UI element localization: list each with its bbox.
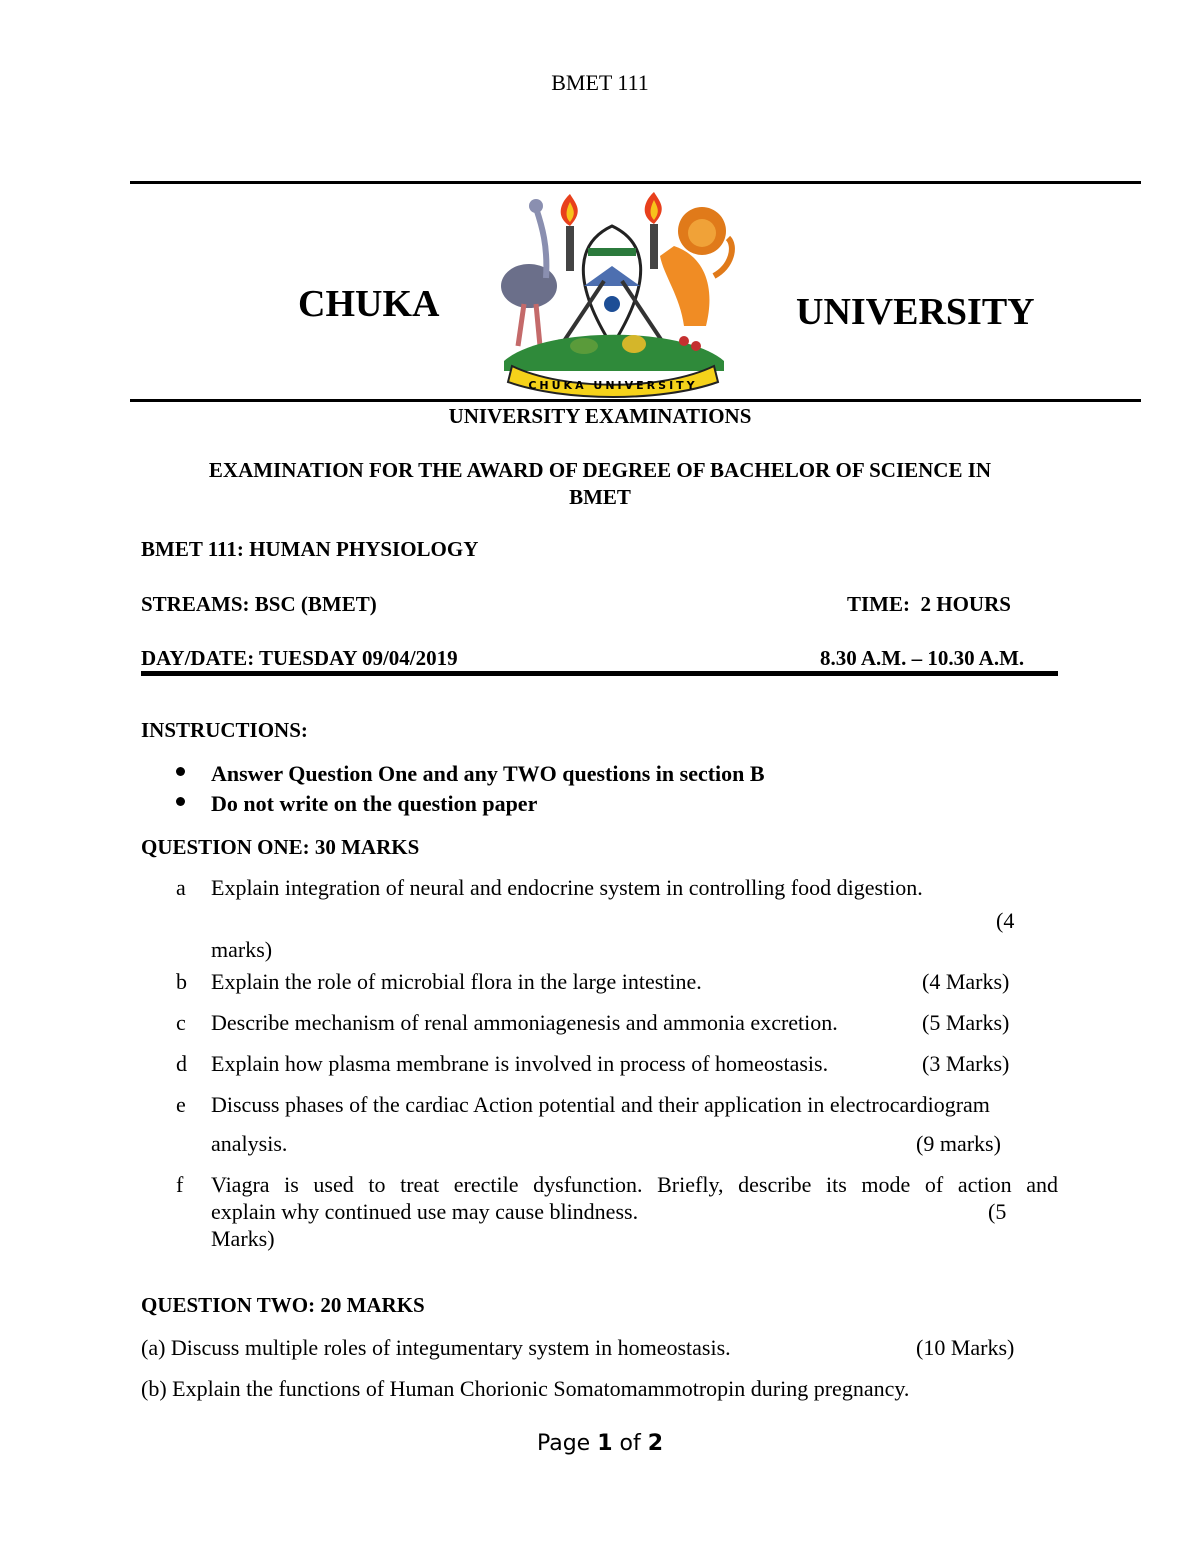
question-marks: (10 Marks) bbox=[916, 1335, 1015, 1360]
question-marks: Marks) bbox=[211, 1226, 275, 1251]
question-marks: (4 Marks) bbox=[922, 969, 1010, 994]
footer-page-word: Page bbox=[536, 1431, 591, 1456]
question-letter: f bbox=[176, 1172, 184, 1197]
award-line-1: EXAMINATION FOR THE AWARD OF DEGREE OF BACHELOR OF SCIENCE IN bbox=[208, 458, 992, 482]
question-marks: marks) bbox=[211, 937, 273, 962]
question-marks: (5 Marks) bbox=[922, 1010, 1010, 1035]
crest-ribbon-text: CHUKA UNIVERSITY bbox=[528, 379, 698, 392]
question-marks: (3 Marks) bbox=[922, 1051, 1010, 1076]
streams-label: STREAMS: BSC (BMET) bbox=[141, 592, 377, 616]
page-header-course-code: BMET 111 bbox=[551, 70, 649, 95]
question-text: explain why continued use may cause blindness. bbox=[211, 1199, 639, 1224]
bullet-icon bbox=[176, 767, 185, 776]
question-text: Describe mechanism of renal ammoniagenesis and ammonia excretion. bbox=[211, 1010, 838, 1035]
question-text: Explain the role of microbial flora in the large intestine. bbox=[211, 969, 702, 994]
question-text: Explain how plasma membrane is involved in process of homeostasis. bbox=[211, 1051, 829, 1076]
question-text: Explain integration of neural and endocrine system in controlling food digestion. bbox=[211, 875, 923, 900]
exam-heading: UNIVERSITY EXAMINATIONS bbox=[448, 404, 752, 428]
question-text: analysis. bbox=[211, 1131, 288, 1156]
time-label: TIME: 2 HOURS bbox=[847, 592, 1011, 616]
university-name-left: CHUKA bbox=[298, 283, 440, 325]
question-text: (b) Explain the functions of Human Chorionic Somatomammotropin during pregnancy. bbox=[141, 1376, 910, 1401]
instructions-title: INSTRUCTIONS: bbox=[141, 718, 308, 742]
question-marks: (9 marks) bbox=[916, 1131, 1001, 1156]
question-letter: b bbox=[176, 969, 187, 994]
footer-of-word: of bbox=[619, 1431, 641, 1456]
question-letter: e bbox=[176, 1092, 186, 1117]
instruction-item: Do not write on the question paper bbox=[211, 791, 538, 816]
question-letter: d bbox=[176, 1051, 187, 1076]
question-text: Discuss phases of the cardiac Action potential and their application in electrocardiogram bbox=[211, 1092, 990, 1117]
question-marks: (5 bbox=[988, 1199, 1007, 1224]
day-date-label: DAY/DATE: TUESDAY 09/04/2019 bbox=[141, 646, 458, 670]
hours-label: 8.30 A.M. – 10.30 A.M. bbox=[820, 646, 1025, 670]
question-text: (a) Discuss multiple roles of integumentary system in homeostasis. bbox=[141, 1335, 731, 1360]
question-letter: a bbox=[176, 875, 186, 900]
header-divider bbox=[141, 671, 1058, 676]
university-name-right: UNIVERSITY bbox=[796, 291, 1035, 333]
header-bottom-rule bbox=[130, 399, 1141, 402]
question-letter: c bbox=[176, 1010, 186, 1035]
university-crest-logo bbox=[484, 186, 742, 398]
question-one-title: QUESTION ONE: 30 MARKS bbox=[141, 835, 420, 859]
course-title: BMET 111: HUMAN PHYSIOLOGY bbox=[141, 537, 479, 561]
question-text: Viagra is used to treat erectile dysfunction. Briefly, describe its mode of action and bbox=[211, 1172, 1058, 1197]
page-footer bbox=[0, 1431, 1200, 1456]
question-marks: (4 bbox=[996, 908, 1015, 933]
award-line-2: BMET bbox=[569, 485, 631, 509]
question-two-title: QUESTION TWO: 20 MARKS bbox=[141, 1293, 425, 1317]
header-top-rule bbox=[130, 181, 1141, 184]
footer-page-number: 1 bbox=[597, 1431, 613, 1456]
instruction-item: Answer Question One and any TWO questions in section B bbox=[211, 761, 765, 786]
footer-page-total: 2 bbox=[647, 1431, 664, 1456]
bullet-icon bbox=[176, 797, 185, 806]
